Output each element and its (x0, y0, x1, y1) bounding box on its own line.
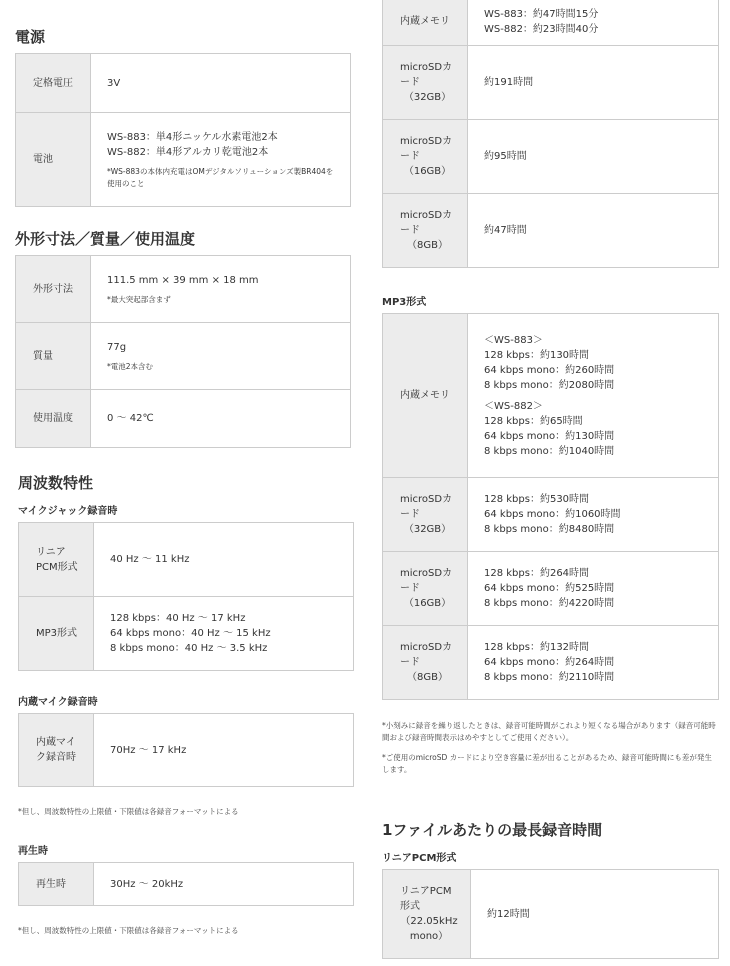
mp3-sd16-line-1: 128 kbps：約264時間 (484, 568, 590, 579)
pcm-internal-value (468, 0, 719, 46)
frequency-note-2: *但し、周波数特性の上限値・下限値は各録音フォーマットによる (18, 926, 239, 935)
ws883-title: ＜WS-883＞ (484, 334, 543, 346)
table-row (383, 314, 719, 478)
frequency-note-1: *但し、周波数特性の上限値・下限値は各録音フォーマットによる (18, 807, 239, 816)
size-main: 111.5 mm × 39 mm × 18 mm (107, 274, 259, 286)
mic-jack-heading: マイクジャック録音時 (18, 506, 118, 517)
mp3-sd16-label (383, 552, 468, 626)
dimensions-section-title: 外形寸法／質量／使用温度 (15, 230, 196, 248)
mp3-sd32-line-3: 8 kbps mono：約8480時間 (484, 524, 615, 535)
playback-heading: 再生時 (18, 846, 48, 857)
mp3-sd16-name: microSDカード (400, 568, 453, 594)
mp3-sd32-value (468, 478, 719, 552)
rated-voltage-label: 定格電圧 (16, 54, 91, 113)
mic-jack-table (18, 522, 354, 671)
power-table (15, 53, 351, 207)
mass-value (91, 323, 351, 390)
builtin-mic-table (18, 713, 354, 787)
mp3-sd8-name: microSDカード (400, 642, 453, 668)
pcm-value: 40 Hz ～ 11 kHz (94, 523, 354, 597)
pcm-sd8-value: 約47時間 (468, 194, 719, 268)
builtin-label: 内蔵マイク録音時 (19, 714, 94, 787)
table-row (383, 552, 719, 626)
size-value (91, 256, 351, 323)
table-row (19, 597, 354, 671)
pcm-sd32-label (383, 46, 468, 120)
table-row (19, 863, 354, 906)
ws882-line-2: 64 kbps mono：約130時間 (484, 430, 615, 442)
mp3-label: MP3形式 (19, 597, 94, 671)
size-label: 外形寸法 (16, 256, 91, 323)
mp3-times-heading: MP3形式 (382, 297, 427, 308)
playback-table (18, 862, 354, 906)
mp3-sd32-name: microSDカード (400, 494, 453, 520)
table-row (16, 54, 351, 113)
pcm-label: リニアPCM形式 (19, 523, 94, 597)
temp-value: 0 ～ 42℃ (91, 390, 351, 448)
mp3-sd8-line-2: 64 kbps mono：約264時間 (484, 657, 615, 668)
mp3-line-3: 8 kbps mono：40 Hz ～ 3.5 kHz (110, 643, 268, 654)
mp3-line-1: 128 kbps：40 Hz ～ 17 kHz (110, 613, 246, 624)
mass-main: 77g (107, 341, 127, 353)
ws882-line-3: 8 kbps mono：約1040時間 (484, 445, 615, 457)
max-time-table (382, 869, 719, 959)
ws883-line-3: 8 kbps mono：約2080時間 (484, 379, 615, 391)
mp3-times-table (382, 313, 719, 700)
mp3-sd8-value (468, 626, 719, 700)
mp3-sd32-size: （32GB） (403, 524, 452, 535)
ws883-line-2: 64 kbps mono：約260時間 (484, 364, 615, 376)
pcm-sd32-size: （32GB） (403, 92, 452, 103)
table-row (383, 626, 719, 700)
rated-voltage-value: 3V (91, 54, 351, 113)
pcm-internal-line-1: WS-883：約47時間15分 (484, 8, 599, 20)
mp3-sd8-label (383, 626, 468, 700)
frequency-section-title: 周波数特性 (18, 474, 94, 492)
mp3-note-2: *ご使用のmicroSD カードにより空き容量に差が出ることがあるため、録音可能時間にも差が発生します。 (382, 753, 712, 774)
pcm-sd8-label (383, 194, 468, 268)
mp3-line-2: 64 kbps mono：40 Hz ～ 15 kHz (110, 628, 271, 639)
mp3-sd8-size: （8GB） (407, 672, 448, 683)
battery-value (91, 113, 351, 207)
pcm-sd8-name: microSDカード (400, 210, 453, 236)
pcm-sd16-name: microSDカード (400, 136, 453, 162)
mp3-sd8-line-1: 128 kbps：約132時間 (484, 642, 590, 653)
table-row (383, 46, 719, 120)
builtin-mic-heading: 内蔵マイク録音時 (18, 697, 98, 708)
table-row (16, 113, 351, 207)
pcm-internal-line-2: WS-882：約23時間40分 (484, 23, 599, 35)
battery-line-2: WS-882：単4形アルカリ乾電池2本 (107, 146, 269, 158)
mp3-sd32-line-2: 64 kbps mono：約1060時間 (484, 509, 621, 520)
mp3-internal-label: 内蔵メモリ (383, 314, 468, 478)
ws882-title: ＜WS-882＞ (484, 400, 543, 412)
battery-note: *WS-883の本体内充電はOMデジタルソリューションズ製BR404を使用のこと (107, 166, 334, 188)
battery-label: 電池 (16, 113, 91, 207)
table-row (16, 390, 351, 448)
size-note: *最大突起部含まず (107, 294, 171, 304)
builtin-value: 70Hz ～ 17 kHz (94, 714, 354, 787)
table-row (383, 120, 719, 194)
table-row (383, 478, 719, 552)
table-row (19, 714, 354, 787)
max-pcm-rate: （22.05kHz mono） (400, 916, 458, 942)
max-time-pcm-heading: リニアPCM形式 (382, 853, 457, 864)
mp3-sd16-value (468, 552, 719, 626)
pcm-sd32-name: microSDカード (400, 62, 453, 88)
mp3-note-1: *小刻みに録音を繰り返したときは、録音可能時間がこれより短くなる場合があります（録音可能時間および録音時間表示はめやすとしてご使用ください）。 (382, 721, 716, 742)
table-row (16, 323, 351, 390)
table-row (383, 194, 719, 268)
mp3-value (94, 597, 354, 671)
playback-value: 30Hz ～ 20kHz (94, 863, 354, 906)
mp3-internal-value (468, 314, 719, 478)
playback-label: 再生時 (19, 863, 94, 906)
pcm-sd16-value: 約95時間 (468, 120, 719, 194)
max-time-section-title: 1ファイルあたりの最長録音時間 (382, 821, 603, 839)
pcm-sd8-size: （8GB） (407, 240, 448, 251)
mass-label: 質量 (16, 323, 91, 390)
mp3-sd16-size: （16GB） (403, 598, 452, 609)
ws882-line-1: 128 kbps：約65時間 (484, 415, 583, 427)
table-row (383, 870, 719, 959)
table-row (19, 523, 354, 597)
pcm-internal-label: 内蔵メモリ (383, 0, 468, 46)
max-pcm-label (383, 870, 471, 959)
mp3-sd32-label (383, 478, 468, 552)
mp3-sd32-line-1: 128 kbps：約530時間 (484, 494, 590, 505)
pcm-sd16-size: （16GB） (403, 166, 452, 177)
max-pcm-name: リニアPCM形式 (400, 886, 452, 912)
dimensions-table (15, 255, 351, 448)
mp3-sd8-line-3: 8 kbps mono：約2110時間 (484, 672, 615, 683)
pcm-times-table (382, 0, 719, 268)
temp-label: 使用温度 (16, 390, 91, 448)
mass-note: *電池2本含む (107, 361, 154, 371)
table-row (16, 256, 351, 323)
pcm-sd16-label (383, 120, 468, 194)
max-pcm-value: 約12時間 (471, 870, 719, 959)
table-row (383, 0, 719, 46)
power-section-title: 電源 (15, 28, 46, 46)
pcm-sd32-value: 約191時間 (468, 46, 719, 120)
mp3-sd16-line-3: 8 kbps mono：約4220時間 (484, 598, 615, 609)
mp3-sd16-line-2: 64 kbps mono：約525時間 (484, 583, 615, 594)
battery-line-1: WS-883：単4形ニッケル水素電池2本 (107, 131, 278, 143)
ws883-line-1: 128 kbps：約130時間 (484, 349, 590, 361)
